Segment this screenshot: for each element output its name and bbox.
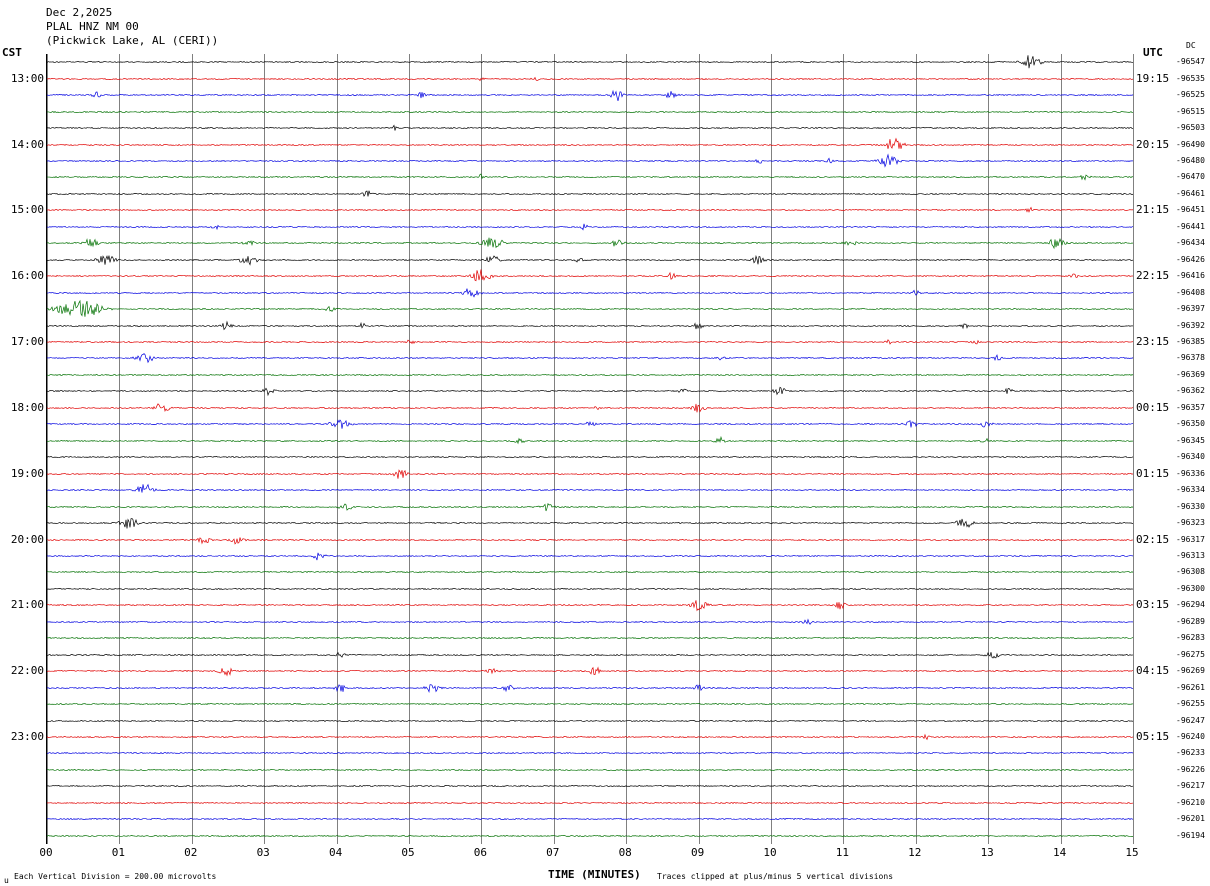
dc-value: -96357 xyxy=(1176,402,1205,412)
dc-value: -96345 xyxy=(1176,435,1205,445)
dc-value: -96451 xyxy=(1176,205,1205,215)
trace-row xyxy=(47,499,1133,515)
y-tick-utc: 05:15 xyxy=(1136,730,1170,744)
dc-value: -96226 xyxy=(1176,764,1205,774)
dc-value: -96392 xyxy=(1176,320,1205,330)
dc-value: -96261 xyxy=(1176,682,1205,692)
header-station: PLAL HNZ NM 00 xyxy=(46,20,139,33)
dc-value: -96434 xyxy=(1176,238,1205,248)
dc-value: -96194 xyxy=(1176,830,1205,840)
trace-row xyxy=(47,713,1133,729)
x-tick-13: 13 xyxy=(980,846,994,859)
dc-value: -96416 xyxy=(1176,271,1205,281)
trace-row xyxy=(47,762,1133,778)
dc-value: -96470 xyxy=(1176,172,1205,182)
trace-row xyxy=(47,729,1133,745)
trace-row xyxy=(47,400,1133,416)
dc-value: -96269 xyxy=(1176,666,1205,676)
dc-value: -96255 xyxy=(1176,699,1205,709)
trace-row xyxy=(47,663,1133,679)
dc-value: -96378 xyxy=(1176,353,1205,363)
trace-row xyxy=(47,268,1133,284)
trace-row xyxy=(47,745,1133,761)
x-axis-label: TIME (MINUTES) xyxy=(548,868,641,881)
trace-row xyxy=(47,202,1133,218)
y-tick-cst: 14:00 xyxy=(10,137,44,151)
dc-value: -96397 xyxy=(1176,304,1205,314)
trace-row xyxy=(47,564,1133,580)
dc-value: -96201 xyxy=(1176,814,1205,824)
y-tick-cst: 22:00 xyxy=(10,664,44,678)
trace-row xyxy=(47,466,1133,482)
y-tick-cst: 13:00 xyxy=(10,71,44,85)
dc-value: -96330 xyxy=(1176,501,1205,511)
y-tick-utc: 22:15 xyxy=(1136,269,1170,283)
clip-note: Traces clipped at plus/minus 5 vertical divisions xyxy=(657,872,894,881)
dc-value: -96323 xyxy=(1176,518,1205,528)
dc-value: -96289 xyxy=(1176,616,1205,626)
dc-value: -96300 xyxy=(1176,583,1205,593)
dc-value: -96490 xyxy=(1176,139,1205,149)
dc-value: -96369 xyxy=(1176,369,1205,379)
y-tick-cst: 21:00 xyxy=(10,598,44,612)
axis-label-cst: CST xyxy=(2,46,22,59)
seismogram-plot xyxy=(46,54,1134,844)
axis-label-dc: DC xyxy=(1186,41,1196,50)
trace-row xyxy=(47,581,1133,597)
y-tick-cst: 23:00 xyxy=(10,730,44,744)
axis-label-utc: UTC xyxy=(1143,46,1163,59)
trace-row xyxy=(47,104,1133,120)
dc-value: -96441 xyxy=(1176,221,1205,231)
y-tick-cst: 16:00 xyxy=(10,269,44,283)
x-tick-02: 02 xyxy=(184,846,198,859)
dc-value: -96480 xyxy=(1176,155,1205,165)
x-tick-12: 12 xyxy=(908,846,922,859)
x-tick-15: 15 xyxy=(1125,846,1139,859)
dc-value: -96461 xyxy=(1176,188,1205,198)
dc-value: -96408 xyxy=(1176,287,1205,297)
trace-row xyxy=(47,383,1133,399)
trace-row xyxy=(47,301,1133,317)
trace-row xyxy=(47,252,1133,268)
trace-row xyxy=(47,219,1133,235)
trace-row xyxy=(47,169,1133,185)
y-tick-utc: 19:15 xyxy=(1136,71,1170,85)
x-tick-00: 00 xyxy=(39,846,53,859)
dc-value: -96240 xyxy=(1176,732,1205,742)
dc-value: -96233 xyxy=(1176,748,1205,758)
dc-value: -96525 xyxy=(1176,90,1205,100)
dc-value: -96283 xyxy=(1176,633,1205,643)
trace-row xyxy=(47,680,1133,696)
trace-row xyxy=(47,54,1133,70)
x-tick-01: 01 xyxy=(111,846,126,859)
trace-row xyxy=(47,795,1133,811)
x-tick-09: 09 xyxy=(690,846,705,859)
trace-row xyxy=(47,515,1133,531)
dc-value: -96515 xyxy=(1176,106,1205,116)
x-tick-14: 14 xyxy=(1052,846,1067,859)
dc-value: -96275 xyxy=(1176,649,1205,659)
trace-row xyxy=(47,334,1133,350)
trace-row xyxy=(47,235,1133,251)
y-tick-utc: 21:15 xyxy=(1136,203,1170,217)
dc-value: -96385 xyxy=(1176,337,1205,347)
trace-row xyxy=(47,350,1133,366)
dc-value: -96210 xyxy=(1176,797,1205,807)
y-tick-cst: 19:00 xyxy=(10,466,44,480)
trace-row xyxy=(47,647,1133,663)
dc-value: -96340 xyxy=(1176,452,1205,462)
trace-row xyxy=(47,548,1133,564)
trace-row xyxy=(47,318,1133,334)
y-tick-cst: 18:00 xyxy=(10,400,44,414)
trace-row xyxy=(47,285,1133,301)
trace-row xyxy=(47,153,1133,169)
dc-value: -96247 xyxy=(1176,715,1205,725)
trace-row xyxy=(47,828,1133,844)
dc-value: -96217 xyxy=(1176,781,1205,791)
dc-value: -96547 xyxy=(1176,57,1205,67)
trace-row xyxy=(47,120,1133,136)
dc-value: -96350 xyxy=(1176,419,1205,429)
dc-value: -96317 xyxy=(1176,534,1205,544)
y-tick-cst: 20:00 xyxy=(10,532,44,546)
x-tick-03: 03 xyxy=(256,846,270,859)
x-tick-10: 10 xyxy=(763,846,777,859)
trace-row xyxy=(47,186,1133,202)
y-tick-utc: 03:15 xyxy=(1136,598,1170,612)
trace-row xyxy=(47,367,1133,383)
micro-symbol: u xyxy=(4,876,9,885)
scale-note: Each Vertical Division = 200.00 microvolts xyxy=(14,872,217,881)
y-tick-utc: 02:15 xyxy=(1136,532,1170,546)
dc-value: -96362 xyxy=(1176,386,1205,396)
trace-row xyxy=(47,433,1133,449)
dc-value: -96535 xyxy=(1176,73,1205,83)
trace-row xyxy=(47,696,1133,712)
x-tick-07: 07 xyxy=(546,846,560,859)
x-tick-05: 05 xyxy=(401,846,415,859)
dc-value: -96294 xyxy=(1176,600,1205,610)
trace-row xyxy=(47,597,1133,613)
dc-value: -96334 xyxy=(1176,485,1205,495)
trace-row xyxy=(47,449,1133,465)
dc-value: -96503 xyxy=(1176,123,1205,133)
trace-row xyxy=(47,482,1133,498)
x-tick-08: 08 xyxy=(618,846,632,859)
dc-value: -96426 xyxy=(1176,254,1205,264)
gridline-minute-15 xyxy=(1133,54,1134,844)
header-site: (Pickwick Lake, AL (CERI)) xyxy=(46,34,219,47)
x-tick-11: 11 xyxy=(835,846,850,859)
y-tick-utc: 23:15 xyxy=(1136,335,1170,349)
x-tick-04: 04 xyxy=(328,846,343,859)
trace-row xyxy=(47,532,1133,548)
y-tick-utc: 00:15 xyxy=(1136,400,1170,414)
trace-row xyxy=(47,71,1133,87)
dc-value: -96313 xyxy=(1176,550,1205,560)
x-tick-06: 06 xyxy=(473,846,488,859)
dc-value: -96336 xyxy=(1176,468,1205,478)
y-tick-cst: 17:00 xyxy=(10,335,44,349)
y-tick-utc: 20:15 xyxy=(1136,137,1170,151)
y-tick-utc: 04:15 xyxy=(1136,664,1170,678)
trace-row xyxy=(47,87,1133,103)
y-tick-utc: 01:15 xyxy=(1136,466,1170,480)
trace-row xyxy=(47,778,1133,794)
y-tick-cst: 15:00 xyxy=(10,203,44,217)
trace-row xyxy=(47,137,1133,153)
dc-value: -96308 xyxy=(1176,567,1205,577)
trace-row xyxy=(47,630,1133,646)
header-date: Dec 2,2025 xyxy=(46,6,113,19)
trace-row xyxy=(47,416,1133,432)
trace-row xyxy=(47,811,1133,827)
trace-row xyxy=(47,614,1133,630)
